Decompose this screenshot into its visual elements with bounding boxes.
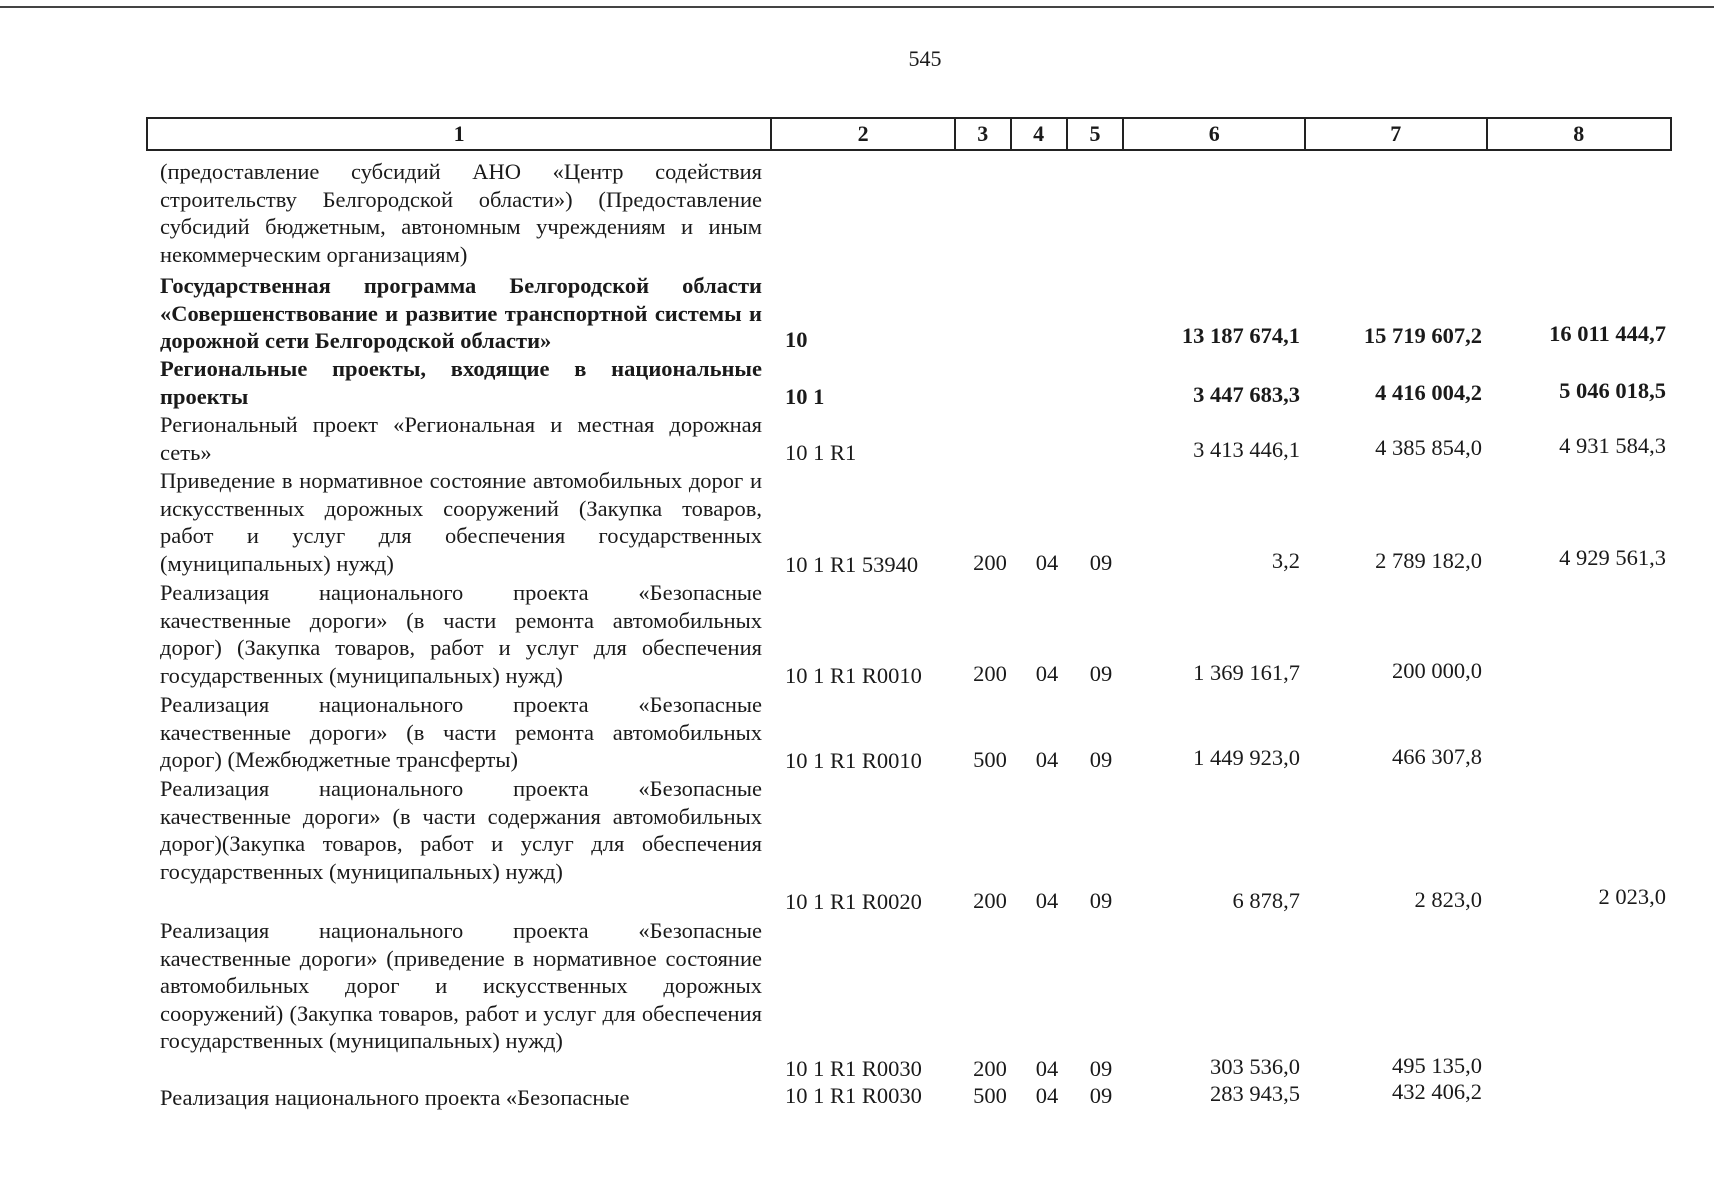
row-value-col8: 5 046 018,5: [1559, 378, 1666, 403]
row-col4: 04: [1035, 1083, 1059, 1108]
row-value-col8: 4 931 584,3: [1559, 433, 1666, 458]
row-value-col6: 283 943,5: [1210, 1081, 1300, 1106]
row-value-col6: 3 447 683,3: [1193, 382, 1300, 407]
header-col-4: 4: [1012, 119, 1068, 149]
row-description: Приведение в нормативное состояние автомобильных дорог и искусственных дорожных сооружений (Закупка товаров, работ и услуг для обеспечения государственных (муниципальных) нужд): [160, 468, 762, 576]
row-col5: 09: [1089, 1083, 1113, 1108]
row-value-col7: 495 135,0: [1392, 1053, 1482, 1078]
row-value-col8: 4 929 561,3: [1559, 545, 1666, 570]
row-value-col7: 2 789 182,0: [1375, 548, 1482, 573]
row-code: 10 1 R1 R0030: [785, 1083, 922, 1108]
row-col4: 04: [1035, 661, 1059, 686]
row-col3: 200: [973, 888, 1007, 913]
row-value-col6: 1 369 161,7: [1193, 660, 1300, 685]
row-col3: 200: [973, 1056, 1007, 1081]
row-value-col7: 4 385 854,0: [1375, 435, 1482, 460]
row-value-col8: 2 023,0: [1598, 884, 1666, 909]
row-value-col7: 15 719 607,2: [1363, 323, 1482, 348]
row-code: 10 1 R1 R0010: [785, 748, 922, 773]
row-value-col6: 6 878,7: [1232, 888, 1300, 913]
row-col5: 09: [1089, 888, 1113, 913]
row-value-col7: 432 406,2: [1392, 1079, 1482, 1104]
header-col-6: 6: [1124, 119, 1306, 149]
row-col4: 04: [1035, 888, 1059, 913]
row-description: Реализация национального проекта «Безопасные: [160, 1085, 630, 1110]
row-value-col6: 13 187 674,1: [1181, 323, 1300, 348]
row-code: 10 1 R1 53940: [785, 552, 919, 577]
row-col3: 500: [973, 747, 1007, 772]
row-code: 10: [785, 327, 808, 352]
row-col4: 04: [1035, 747, 1059, 772]
row-value-col7: 4 416 004,2: [1375, 380, 1482, 405]
row-col5: 09: [1089, 550, 1113, 575]
row-col3: 200: [973, 661, 1007, 686]
row-value-col6: 3,2: [1271, 548, 1300, 573]
row-col3: 200: [973, 550, 1007, 575]
header-col-2: 2: [772, 119, 956, 149]
header-col-5: 5: [1068, 119, 1125, 149]
header-col-7: 7: [1306, 119, 1488, 149]
row-description: Реализация национального проекта «Безопасные качественные дороги» (в части ремонта автомобильных дорог) (Закупка товаров, работ и услуг для обеспечения государственных (муниципальных) нужд): [160, 580, 762, 688]
row-value-col6: 1 449 923,0: [1193, 745, 1300, 770]
row-value-col7: 466 307,8: [1392, 744, 1482, 769]
row-col3: 500: [973, 1083, 1007, 1108]
row-code: 10 1 R1: [785, 440, 857, 465]
row-description: (предоставление субсидий АНО «Центр содействия строительству Белгородской области») (Предоставление субсидий бюджетным, автономным учреждениям и иным некоммерческим организациям): [160, 159, 762, 267]
page-number: 545: [908, 46, 942, 71]
row-description: Государственная программа Белгородской области «Совершенствование и развитие транспортной системы и дорожной сети Белгородской области»: [160, 273, 762, 354]
row-col5: 09: [1089, 661, 1113, 686]
row-col5: 09: [1089, 747, 1113, 772]
row-col4: 04: [1035, 1056, 1059, 1081]
row-code: 10 1 R1 R0020: [785, 889, 922, 914]
row-col5: 09: [1089, 1056, 1113, 1081]
row-description: Реализация национального проекта «Безопасные качественные дороги» (в части содержания автомобильных дорог)(Закупка товаров, работ и услуг для обеспечения государственных (муниципальных) нужд): [160, 776, 762, 884]
header-col-3: 3: [956, 119, 1012, 149]
row-value-col6: 3 413 446,1: [1193, 437, 1300, 462]
row-value-col6: 303 536,0: [1210, 1054, 1300, 1079]
row-description: Реализация национального проекта «Безопасные качественные дороги» (приведение в нормативное состояние автомобильных дорог и искусственных дорожных сооружений) (Закупка товаров, работ и услуг для обеспечения государственных (муниципальных) нужд): [160, 918, 762, 1054]
row-value-col8: 16 011 444,7: [1549, 321, 1666, 346]
row-value-col7: 200 000,0: [1392, 658, 1482, 683]
row-code: 10 1 R1 R0010: [785, 663, 922, 688]
top-rule: [0, 6, 1714, 8]
row-description: Региональный проект «Региональная и местная дорожная сеть»: [160, 412, 762, 465]
header-col-1: 1: [148, 119, 772, 149]
row-code: 10 1 R1 R0030: [785, 1056, 922, 1081]
row-code: 10 1: [785, 384, 825, 409]
row-value-col7: 2 823,0: [1414, 887, 1482, 912]
header-col-8: 8: [1573, 121, 1585, 146]
table-header: [146, 117, 1672, 151]
row-description: Реализация национального проекта «Безопасные качественные дороги» (в части ремонта автомобильных дорог) (Межбюджетные трансферты): [160, 692, 762, 773]
row-description: Региональные проекты, входящие в национальные проекты: [160, 356, 762, 409]
row-col4: 04: [1035, 550, 1059, 575]
